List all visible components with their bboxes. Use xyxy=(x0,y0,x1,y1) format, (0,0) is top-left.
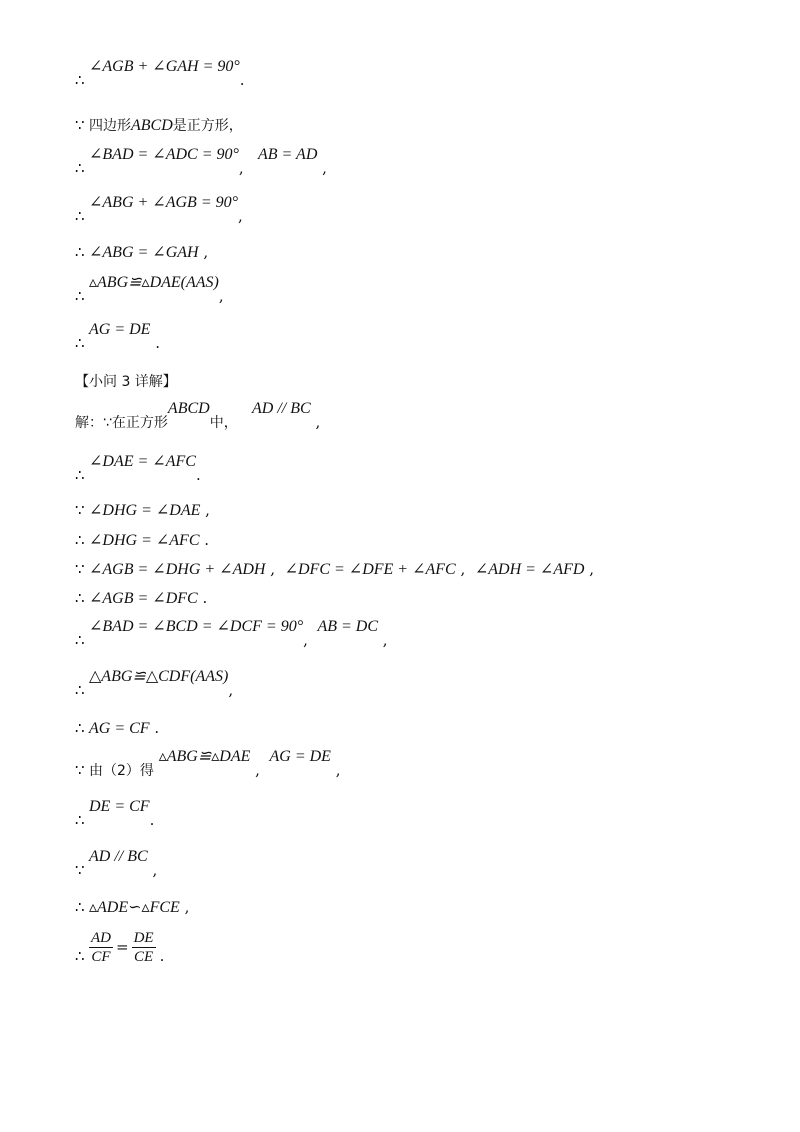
therefore-symbol: ∴ xyxy=(75,631,85,649)
punctuation: , xyxy=(322,159,327,177)
punctuation: . xyxy=(239,71,245,89)
math-expression: AD // BC xyxy=(89,848,148,865)
math-expression: ▵ABG≌▵DAE xyxy=(158,748,251,765)
math-expression: AG = DE xyxy=(89,321,151,338)
punctuation: . xyxy=(155,334,161,352)
math-expression: ▵ADE∽▵FCE xyxy=(89,899,180,916)
therefore-symbol: ∴ xyxy=(75,159,85,177)
therefore-symbol: ∴ xyxy=(75,947,85,965)
because-symbol: ∵ xyxy=(75,560,85,578)
equals-sign: = xyxy=(116,938,129,956)
text-segment: 中， xyxy=(209,415,238,431)
math-expression: ∠DHG = ∠AFC xyxy=(89,532,200,549)
math-expression: △ABG≌△CDF(AAS) xyxy=(89,668,229,685)
punctuation: . xyxy=(195,466,201,484)
proof-line xyxy=(75,559,594,580)
math-expression: ∠BAD = ∠BCD = ∠DCF = 90° xyxy=(89,618,304,635)
proof-line xyxy=(75,926,164,976)
math-expression: AG = DE xyxy=(269,748,331,765)
punctuation: , xyxy=(228,681,234,699)
proof-line xyxy=(75,58,245,91)
punctuation: , xyxy=(205,501,210,519)
math-expression: ▵ABG≌▵DAE(AAS) xyxy=(89,274,219,291)
punctuation: , xyxy=(184,898,190,916)
math-expression: ∠BAD = ∠ADC = 90° xyxy=(89,146,239,163)
punctuation: , xyxy=(303,631,308,649)
proof-line xyxy=(75,530,209,551)
math-expression: AD // BC xyxy=(252,400,311,417)
proof-line xyxy=(75,748,341,781)
proof-line xyxy=(75,897,189,918)
punctuation: , xyxy=(152,861,158,879)
math-expression: ∠DAE = ∠AFC xyxy=(89,453,196,470)
therefore-symbol: ∴ xyxy=(75,466,85,484)
therefore-symbol: ∴ xyxy=(75,71,85,89)
math-expression: AB = DC xyxy=(317,618,379,635)
therefore-symbol: ∴ xyxy=(75,719,85,737)
text-segment: 由（2）得 xyxy=(89,763,154,779)
punctuation: , xyxy=(218,287,224,305)
proof-line xyxy=(75,146,327,179)
punctuation: . xyxy=(159,947,165,965)
math-expression: ∠DFC = ∠DFE + ∠AFC xyxy=(284,561,456,578)
text-segment: 四边形 xyxy=(89,118,131,134)
punctuation: . xyxy=(202,589,208,607)
proof-line xyxy=(75,848,158,881)
proof-line xyxy=(75,194,243,227)
because-symbol: ∵ xyxy=(75,501,85,519)
math-expression: ∠AGB = ∠DHG + ∠ADH xyxy=(89,561,266,578)
punctuation: . xyxy=(204,531,210,549)
proof-line xyxy=(75,798,155,831)
punctuation: , xyxy=(315,413,321,431)
proof-line xyxy=(75,618,388,651)
because-symbol: ∵ xyxy=(75,861,85,879)
punctuation: , xyxy=(589,560,594,578)
math-expression: AG = CF xyxy=(89,720,150,737)
math-expression: ABCD xyxy=(167,400,210,417)
punctuation: , xyxy=(270,560,276,578)
math-expression: ∠DHG = ∠DAE xyxy=(89,502,201,519)
math-expression: ∠ABG = ∠GAH xyxy=(89,244,199,261)
punctuation: , xyxy=(203,243,209,261)
therefore-symbol: ∴ xyxy=(75,589,85,607)
proof-line xyxy=(75,668,234,701)
fraction-denominator: CE xyxy=(133,948,154,965)
text-segment: 是正方形， xyxy=(172,118,243,134)
punctuation: , xyxy=(238,159,244,177)
punctuation: , xyxy=(238,207,243,225)
therefore-symbol: ∴ xyxy=(75,287,85,305)
punctuation: . xyxy=(154,719,160,737)
punctuation: , xyxy=(335,761,341,779)
section-heading: 【小问 3 详解】 xyxy=(75,374,177,390)
proof-line xyxy=(75,588,207,609)
punctuation: , xyxy=(255,761,260,779)
therefore-symbol: ∴ xyxy=(75,207,85,225)
punctuation: , xyxy=(382,631,388,649)
because-symbol: ∵ xyxy=(75,116,85,134)
therefore-symbol: ∴ xyxy=(75,531,85,549)
proof-line xyxy=(75,115,243,136)
math-expression: ABCD xyxy=(131,117,173,134)
therefore-symbol: ∴ xyxy=(75,334,85,352)
fraction xyxy=(89,929,113,966)
therefore-symbol: ∴ xyxy=(75,898,85,916)
because-symbol: ∵ xyxy=(75,761,85,779)
therefore-symbol: ∴ xyxy=(75,811,85,829)
text-segment: 解：∵在正方形 xyxy=(75,415,168,431)
proof-line xyxy=(75,321,161,354)
punctuation: . xyxy=(149,811,155,829)
math-expression: ∠ABG + ∠AGB = 90° xyxy=(89,194,239,211)
math-expression: ∠AGB = ∠DFC xyxy=(89,590,198,607)
proof-line xyxy=(75,242,208,263)
fraction-denominator: CF xyxy=(91,948,111,965)
proof-line xyxy=(75,453,201,486)
math-expression: AB = AD xyxy=(258,146,318,163)
punctuation: , xyxy=(460,560,466,578)
therefore-symbol: ∴ xyxy=(75,681,85,699)
proof-line xyxy=(75,400,321,433)
proof-line xyxy=(75,274,224,307)
math-expression: DE = CF xyxy=(89,798,150,815)
fraction-numerator: DE xyxy=(133,929,154,946)
math-expression: ∠AGB + ∠GAH = 90° xyxy=(89,58,240,75)
fraction-numerator: AD xyxy=(91,929,111,946)
fraction xyxy=(132,929,156,966)
therefore-symbol: ∴ xyxy=(75,243,85,261)
math-expression: ∠ADH = ∠AFD xyxy=(474,561,585,578)
proof-line xyxy=(75,718,159,739)
proof-line xyxy=(75,500,210,521)
